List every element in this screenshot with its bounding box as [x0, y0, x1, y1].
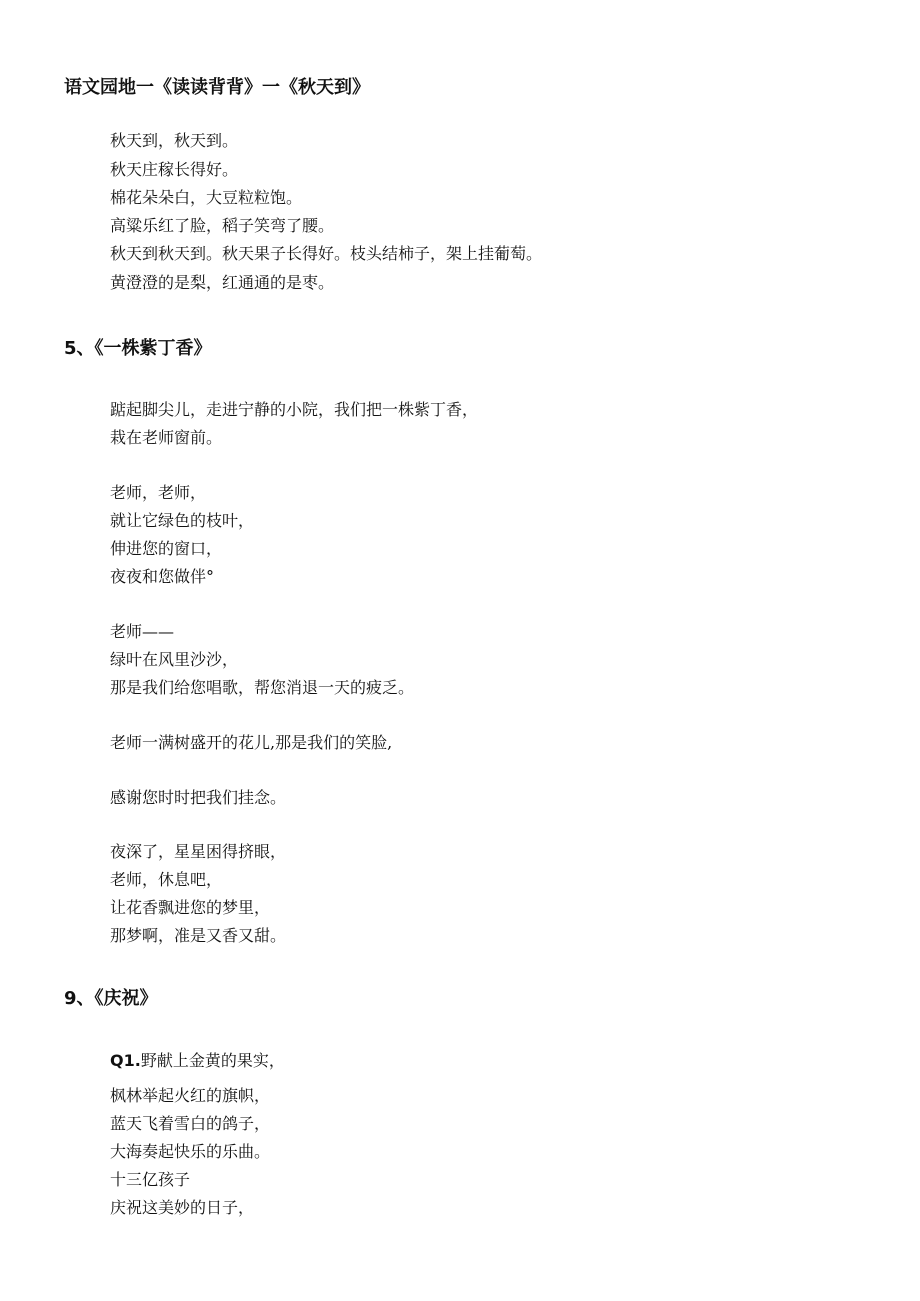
section-title-celebrate: 9、《庆祝》: [64, 988, 158, 1009]
poem-line: 感谢您时时把我们挂念。: [110, 788, 287, 807]
poem-line: 伸进您的窗口，: [110, 539, 223, 558]
poem-line: 夜夜和您做伴°: [110, 567, 215, 586]
poem-line: 黄澄澄的是梨，红通通的是枣。: [110, 273, 335, 292]
poem-line: 老师一满树盛开的花儿,那是我们的笑脸,: [110, 733, 393, 752]
poem-line: 大海奏起快乐的乐曲。: [110, 1142, 271, 1161]
poem-line: 十三亿孩子: [110, 1170, 191, 1189]
poem-line: 就让它绿色的枝叶，: [110, 511, 255, 530]
poem-line: 老师，老师，: [110, 483, 207, 502]
poem-line: 庆祝这美妙的日子，: [110, 1198, 255, 1217]
poem-line: 蓝天飞着雪白的鸽子，: [110, 1114, 271, 1133]
section-title-autumn: 语文园地一《读读背背》一《秋天到》: [64, 77, 370, 98]
poem-line: 棉花朵朵白，大豆粒粒饱。: [110, 188, 303, 207]
poem-line: 枫林举起火红的旗帜，: [110, 1086, 271, 1105]
poem-line: 秋天到秋天到。秋天果子长得好。枝头结柿子，架上挂葡萄。: [110, 244, 543, 263]
poem-line: 栽在老师窗前。: [110, 428, 223, 447]
poem-line: 夜深了，星星困得挤眼，: [110, 842, 287, 861]
poem-line: 秋天庄稼长得好。: [110, 160, 239, 179]
poem-line-text: 野献上金黄的果实，: [140, 1051, 285, 1070]
poem-line-q1: [110, 1050, 285, 1072]
poem-line: 那是我们给您唱歌，帮您消退一天的疲乏。: [110, 678, 415, 697]
poem-line: 老师，休息吧，: [110, 870, 223, 889]
poem-line: 绿叶在风里沙沙，: [110, 650, 239, 669]
poem-line: 高粱乐红了脸，稻子笑弯了腰。: [110, 216, 335, 235]
poem-line: 那梦啊，准是又香又甜。: [110, 926, 287, 945]
poem-line: 踮起脚尖儿，走进宁静的小院，我们把一株紫丁香，: [110, 400, 479, 419]
poem-line: 老师——: [110, 622, 175, 641]
poem-line: 秋天到，秋天到。: [110, 131, 239, 150]
question-label: Q1.: [110, 1051, 141, 1070]
poem-line: 让花香飘进您的梦里，: [110, 898, 271, 917]
section-title-lilac: 5、《一株紫丁香》: [64, 338, 212, 359]
